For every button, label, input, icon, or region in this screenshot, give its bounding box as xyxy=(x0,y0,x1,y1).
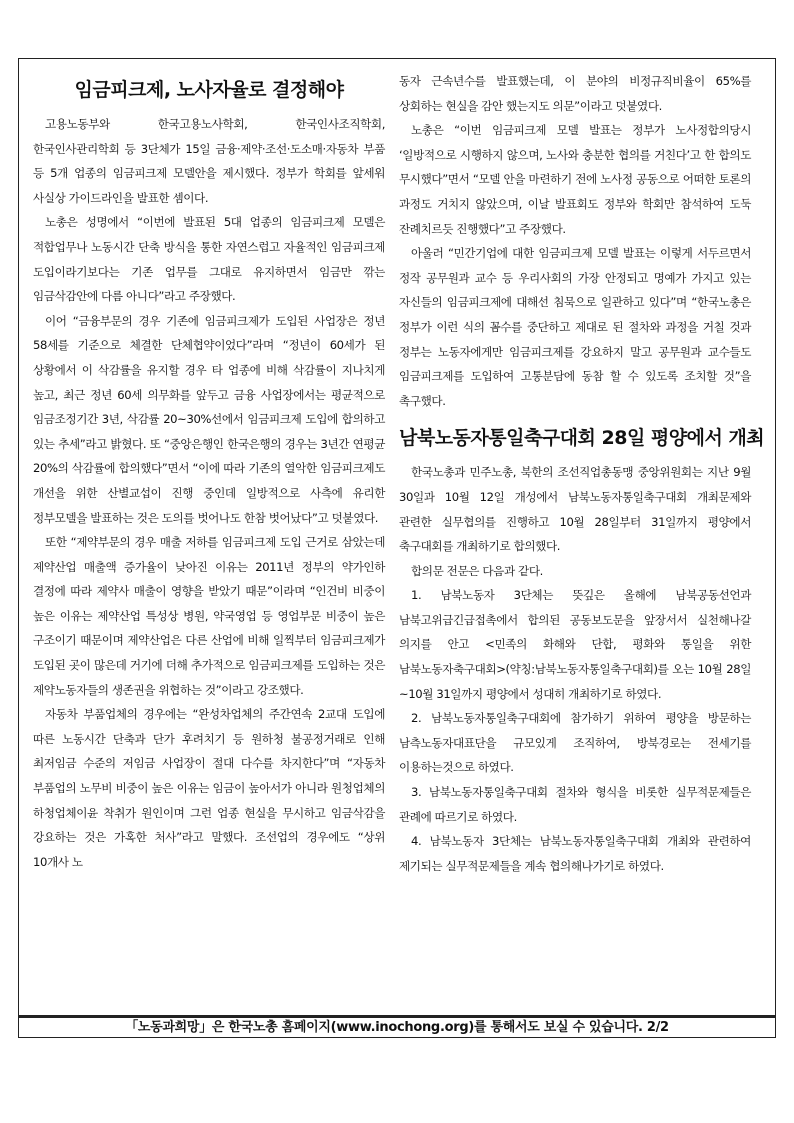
left-column xyxy=(33,69,385,874)
article-paragraph: 한국노총과 민주노총, 북한의 조선직업총동맹 중앙위원회는 지난 9월 30일과 10월 12일 개성에서 남북노동자통일축구대회 개최문제와 관련한 실무협의를 진행하고 10월 28일부터 31일까지 평양에서 축구대회를 개최하기로 합의했다. xyxy=(399,465,751,554)
article-headline-unification-football: 남북노동자통일축구대회 28일 평양에서 개최 xyxy=(399,427,765,450)
agreement-item: 4. 남북노동자 3단체는 남북노동자통일축구대회 개최와 관련하여 제기되는 실무적문제들을 계속 협의해나가기로 하였다. xyxy=(399,834,751,873)
footer-banner xyxy=(18,1016,776,1038)
newsletter-frame xyxy=(18,58,776,1016)
article-paragraph: 고용노동부와 한국고용노사학회, 한국인사조직학회, 한국인사관리학회 등 3단체가 15일 금융·제약·조선·도소매·자동차 부품 등 5개 업종의 임금피크제 모델안을 제시했다. 정부가 학회를 앞세워 사실상 가이드라인을 발표한 셈이다. xyxy=(33,117,385,205)
article-paragraph: 자동차 부품업체의 경우에는 “완성차업체의 주간연속 2교대 도입에 따른 노동시간 단축과 단가 후려치기 등 원하청 불공정거래로 인해 최저임금 수준의 저임금 사업장이 절대 다수를 차지한다”며 “자동차 부품업의 노무비 비중이 높은 이유는 임금이 높아서가 아니라 원청업체의 하청업체이윤 착취가 원인이며 그런 업종 현실을 무시하고 임금삭감을 강요하는 것은 가혹한 처사”라고 말했다. 조선업의 경우에도 “상위 10개사 노 xyxy=(33,707,385,869)
article-paragraph: 노총은 성명에서 “이번에 발표된 5대 업종의 임금피크제 모델은 적합업무나 노동시간 단축 방식을 통한 자연스럽고 자율적인 임금피크제 도입이라기보다는 기존 업무를 그대로 유지하면서 임금만 깎는 임금삭감안에 다름 아니다”라고 주장했다. xyxy=(33,215,385,304)
agreement-item: 1. 남북노동자 3단체는 뜻깊은 올해에 남북공동선언과 남북고위급긴급접촉에서 합의된 공동보도문을 앞장서서 실천해나갈 의지를 안고 <민족의 화해와 단합, 평화와 통일을 위한 남북노동자축구대회>(약칭:남북노동자통일축구대회)를 오는 10월 28일~10월 31일까지 평양에서 성대히 개최하기로 하였다. xyxy=(399,588,751,701)
agreement-item: 3. 남북노동자통일축구대회 절차와 형식을 비롯한 실무적문제들은 관례에 따르기로 하였다. xyxy=(399,785,751,824)
article-headline-wage-peak: 임금피크제, 노사자율로 결정해야 xyxy=(74,79,344,101)
article-paragraph: 이어 “금융부문의 경우 기존에 임금피크제가 도입된 사업장은 정년 58세를 기준으로 체결한 단체협약이었다”라며 “정년이 60세가 된 상황에서 이 삭감률을 유지할 경우 타 업종에 비해 삭감률이 지나치게 높고, 최근 정년 60세 의무화를 앞두고 금융 사업장에서는 평균적으로 임금조정기간 3년, 삭감률 20~30%선에서 임금피크제 도입에 합의하고 있는 추세”라고 밝혔다. 또 “중앙은행인 한국은행의 경우는 3년간 연평균 20%의 삭감률에 합의했다”면서 “이에 따라 기존의 열악한 임금피크제도 개선을 위한 산별교섭이 진행 중인데 일방적으로 사측에 유리한 정부모델을 발표하는 것은 도의를 벗어나도 한참 벗어났다”고 덧붙였다. xyxy=(33,313,385,525)
article-paragraph: 아울러 “민간기업에 대한 임금피크제 모델 발표는 이렇게 서두르면서 정작 공무원과 교수 등 우리사회의 가장 안정되고 명예가 가지고 있는 자신들의 임금피크제에 대해선 침묵으로 일관하고 있다”며 “한국노총은 정부가 이런 식의 꼼수를 중단하고 제대로 된 절차와 과정을 거칠 것과 정부는 노동자에게만 임금피크제를 강요하지 말고 공무원과 교수들도 임금피크제를 도입하여 고통분담에 동참 할 수 있도록 조치할 것”을 촉구했다. xyxy=(399,246,751,408)
article-paragraph: 노총은 “이번 임금피크제 모델 발표는 정부가 노사정합의당시 ‘일방적으로 시행하지 않으며, 노사와 충분한 협의를 거친다’고 한 합의도 무시했다”면서 “모델 안을 마련하기 전에 노사정 공동으로 어떠한 토론의 과정도 거치지 않았으며, 이날 발표회도 정부와 학회만 참석하여 도둑 잔례치르듯 진행했다”고 주장했다. xyxy=(399,123,751,236)
footer-text: 「노동과희망」은 한국노총 홈페이지(www.inochong.org)를 통해서도 보실 수 있습니다. 2/2 xyxy=(125,1020,669,1035)
article-paragraph: 합의문 전문은 다음과 같다. xyxy=(411,563,543,578)
article-paragraph-continued: 동자 근속년수를 발표했는데, 이 분야의 비정규직비율이 65%를 상회하는 현실을 감안 했는지도 의문”이라고 덧붙였다. xyxy=(399,74,751,113)
article-paragraph: 또한 “제약부문의 경우 매출 저하를 임금피크제 도입 근거로 삼았는데 제약산업 매출액 증가율이 낮아진 이유는 2011년 정부의 약가인하 결정에 따라 제약사 매출이 영향을 받았기 때문”이라며 “인건비 비중이 높은 이유는 제약산업 특성상 병원, 약국영업 등 영업부문 비중이 높은 구조이기 때문이며 제약산업은 다른 산업에 비해 일찍부터 임금피크제가 도입된 곳이 많은데 거기에 더해 추가적으로 임금피크제를 도입하는 것은 제약노동자들의 생존권을 위협하는 것”이라고 강조했다. xyxy=(33,535,385,697)
right-column xyxy=(399,69,765,878)
agreement-item: 2. 남북노동자통일축구대회에 참가하기 위하여 평양을 방문하는 남측노동자대표단을 규모있게 조직하여, 방북경로는 전세기를 이용하는것으로 하였다. xyxy=(399,711,751,775)
